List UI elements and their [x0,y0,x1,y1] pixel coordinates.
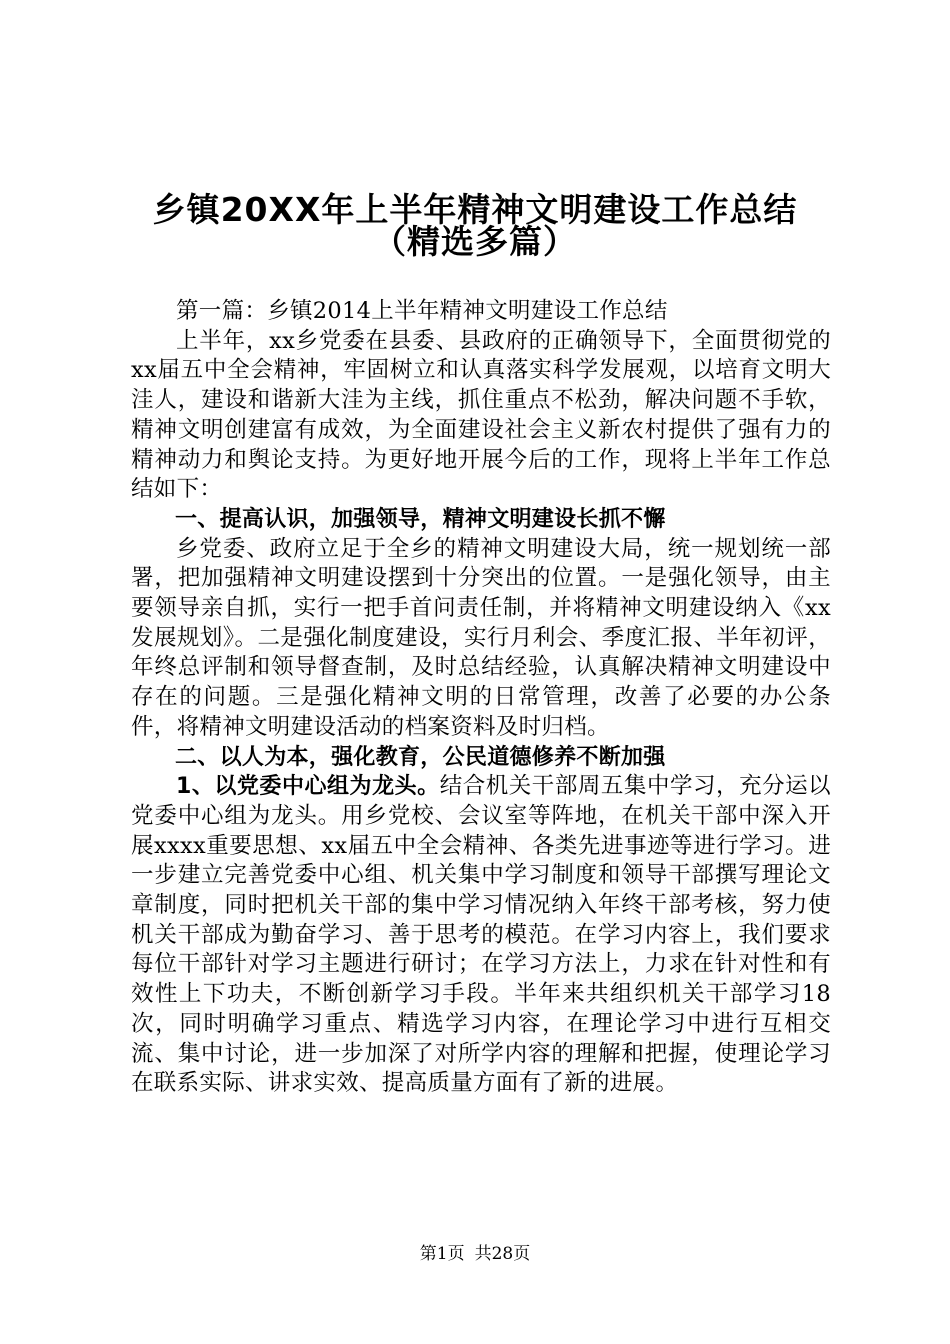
section-title: 第一篇：乡镇2014上半年精神文明建设工作总结 [176,298,668,324]
document-body [131,297,831,1099]
document-subtitle: （精选多篇） [373,222,577,261]
paragraph-lead: 1、以党委中心组为龙头。 [176,774,440,800]
document-title: 乡镇20XX年上半年精神文明建设工作总结 [152,190,798,229]
page-total: 共28页 [474,1244,531,1264]
paragraph-text: 结合机关干部周五集中学习，充分运以党委中心组为龙头。用乡党校、会议室等阵地，在机关干部中深入开展xxxx重要思想、xx届五中全会精神、各类先进事迹等进行学习。进一步建立完善党委中心组、机关集中学习制度和领导干部撰写理论文章制度，同时把机关干部的集中学习情况纳入年终干部考核，努力使机关干部成为勤奋学习、善于思考的模范。在学习内容上，我们要求每位干部针对学习主题进行研讨；在学习方法上，力求在针对性和有效性上下功夫，不断创新学习手段。半年来共组织机关干部学习18次，同时明确学习重点、精选学习内容，在理论学习中进行互相交流、集中讨论，进一步加深了对所学内容的理解和把握，使理论学习在联系实际、讲求实效、提高质量方面有了新的进展。 [131,773,831,1097]
page-number: 第1页 [419,1244,465,1264]
paragraph [131,772,831,1099]
page-footer [0,1243,950,1265]
section-heading: 一、提高认识，加强领导，精神文明建设长抓不懈 [175,506,666,532]
paragraph: 乡党委、政府立足于全乡的精神文明建设大局，统一规划统一部署，把加强精神文明建设摆到十分突出的位置。一是强化领导，由主要领导亲自抓，实行一把手首问责任制，并将精神文明建设纳入《xx发展规划》。二是强化制度建设，实行月利会、季度汇报、半年初评，年终总评制和领导督查制，及时总结经验，认真解决精神文明建设中存在的问题。三是强化精神文明的日常管理，改善了必要的办公条件，将精神文明建设活动的档案资料及时归档。 [131,535,831,740]
section-heading: 二、以人为本，强化教育，公民道德修养不断加强 [175,744,666,770]
paragraph: 上半年，xx乡党委在县委、县政府的正确领导下，全面贯彻党的xx届五中全会精神，牢固树立和认真落实科学发展观，以培育文明大洼人，建设和谐新大洼为主线，抓住重点不松劲，解决问题不手软，精神文明创建富有成效，为全面建设社会主义新农村提供了强有力的精神动力和舆论支持。为更好地开展今后的工作，现将上半年工作总结如下： [131,327,831,503]
